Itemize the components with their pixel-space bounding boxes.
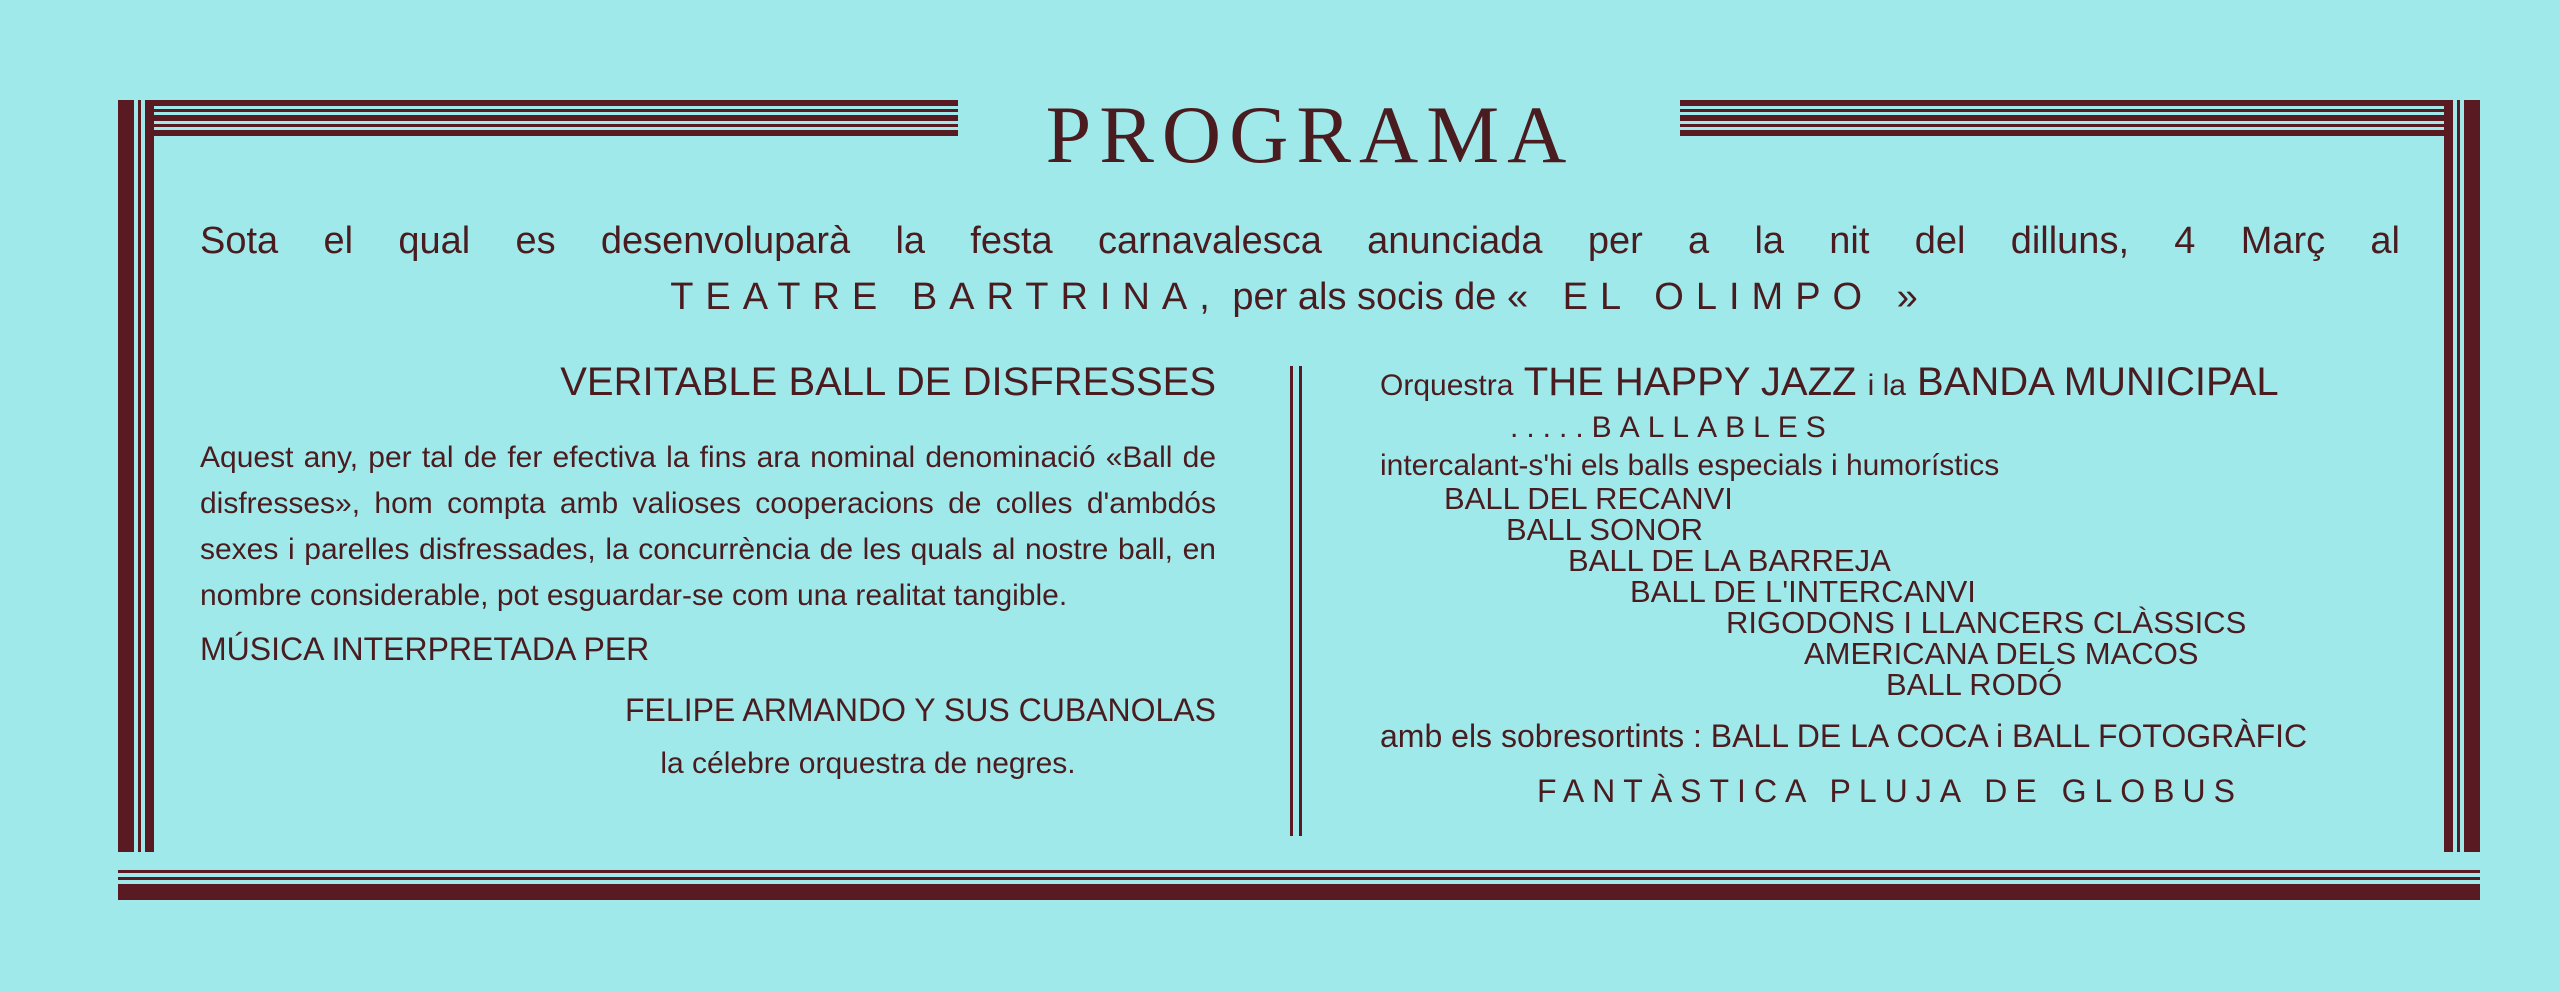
frame-bottom — [118, 852, 2480, 900]
orq-name: THE HAPPY JAZZ — [1523, 360, 1857, 404]
music-label: MÚSICA INTERPRETADA PER — [200, 631, 650, 667]
orq-join: i la — [1867, 369, 1906, 402]
dance-item: BALL DEL RECANVI — [1444, 481, 1733, 516]
intro-line-2 — [200, 276, 2400, 319]
intro-middle: per als socis de — [1232, 276, 1497, 318]
band-description: la célebre orquestra de negres. — [660, 747, 1076, 780]
left-column — [200, 360, 1216, 781]
band-name: FELIPE ARMANDO Y SUS CUBANOLAS — [625, 692, 1216, 728]
orq-prefix: Orquestra — [1380, 369, 1514, 402]
intro-line: Sota el qual es desenvoluparà la festa carnavalesca anunciada per a la nit del dilluns, 4 Març al — [200, 220, 2400, 262]
left-heading: VERITABLE BALL DE DISFRESSES — [560, 360, 1216, 404]
extra-prefix: amb els sobresortints : — [1380, 718, 1702, 754]
frame-side-left — [118, 100, 154, 900]
dance-item: BALL DE L'INTERCANVI — [1630, 574, 1976, 609]
globus-line: FANTÀSTICA PLUJA DE GLOBUS — [1537, 773, 2243, 809]
dance-item: BALL SONOR — [1506, 512, 1703, 547]
banda-name: BANDA MUNICIPAL — [1917, 360, 2279, 404]
dance-item: RIGODONS I LLANCERS CLÀSSICS — [1726, 605, 2247, 640]
theatre-name: TEATRE BARTRINA, — [670, 276, 1222, 318]
column-divider — [1290, 366, 1302, 836]
frame-bar-right — [1680, 100, 2480, 136]
extra-1: BALL DE LA COCA — [1710, 718, 1988, 754]
dance-item: AMERICANA DELS MACOS — [1804, 636, 2199, 671]
frame-bar-left — [118, 100, 958, 136]
ballables: .....BALLABLES — [1510, 411, 1834, 444]
extra-join: i — [1995, 718, 2004, 754]
left-body: Aquest any, per tal de fer efectiva la fins ara nominal denominació «Ball de disfresses», hom compta amb valioses cooperacions de colles d'ambdós sexes i parelles disfressades, la concurrència de les quals al nostre ball, en nombre considerable, pot esguardar-se com una realitat tangible. — [200, 441, 1216, 612]
club-name: « EL OLIMPO » — [1506, 276, 1930, 318]
page-title: PROGRAMA — [1045, 89, 1575, 180]
extra-2: BALL FOTOGRÀFIC — [2011, 718, 2308, 754]
right-column — [1380, 360, 2400, 810]
frame-side-right — [2444, 100, 2480, 900]
orchestra-heading — [1380, 360, 2400, 405]
dance-item: BALL DE LA BARREJA — [1568, 543, 1891, 578]
intercalant: intercalant-s'hi els balls especials i humorístics — [1380, 449, 2000, 482]
extra-line — [1380, 718, 2400, 755]
dance-item: BALL RODÓ — [1886, 667, 2063, 702]
